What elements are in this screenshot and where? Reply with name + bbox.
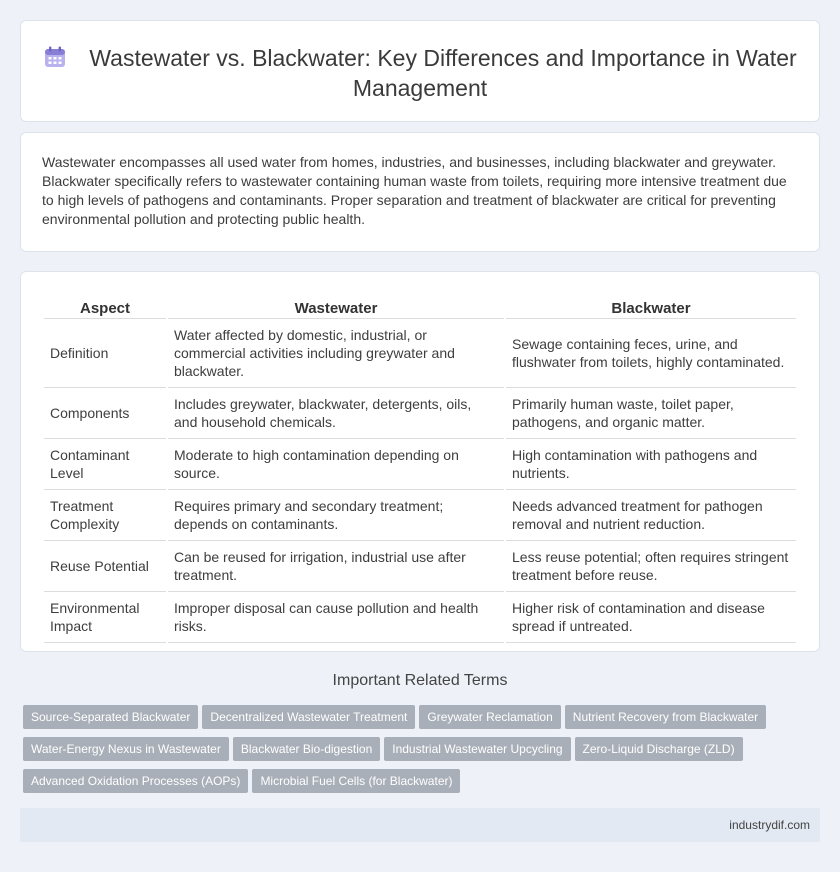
table-cell-blackwater: Higher risk of contamination and disease spread if untreated.: [506, 592, 796, 643]
table-header-row: [44, 297, 796, 319]
related-term-tag[interactable]: Zero-Liquid Discharge (ZLD): [575, 737, 743, 761]
table-cell-aspect: Components: [44, 388, 166, 439]
table-row: [44, 319, 796, 388]
related-terms-title: Important Related Terms: [332, 672, 508, 689]
table-cell-blackwater: Needs advanced treatment for pathogen removal and nutrient reduction.: [506, 490, 796, 541]
table-row: [44, 592, 796, 643]
page-title: [21, 43, 819, 103]
table-cell-wastewater: Water affected by domestic, industrial, or commercial activities including greywater and blackwater.: [168, 319, 504, 388]
intro-paragraph: Wastewater encompasses all used water from homes, industries, and businesses, including blackwater and greywater. Blackwater specifically refers to wastewater containing human waste from toilets, requiring more intensive treatment due to high levels of pathogens and contaminants. Proper separation and treatment of blackwater are critical for preventing environmental pollution and protecting public health.: [42, 154, 787, 227]
table-cell-aspect: Definition: [44, 319, 166, 388]
related-term-tag[interactable]: Source-Separated Blackwater: [23, 705, 198, 729]
table-cell-aspect: Reuse Potential: [44, 541, 166, 592]
table-row: [44, 541, 796, 592]
table-cell-wastewater: Requires primary and secondary treatment; depends on contaminants.: [168, 490, 504, 541]
column-header-blackwater: Blackwater: [506, 297, 796, 319]
table-cell-blackwater: High contamination with pathogens and nutrients.: [506, 439, 796, 490]
table-row: [44, 439, 796, 490]
page-title-text: Wastewater vs. Blackwater: Key Differences and Importance in Water Management: [89, 45, 797, 101]
table-cell-blackwater: Less reuse potential; often requires stringent treatment before reuse.: [506, 541, 796, 592]
table-cell-wastewater: Can be reused for irrigation, industrial use after treatment.: [168, 541, 504, 592]
related-term-tag[interactable]: Industrial Wastewater Upcycling: [384, 737, 570, 761]
related-term-tag[interactable]: Blackwater Bio-digestion: [233, 737, 380, 761]
column-header-wastewater: Wastewater: [168, 297, 504, 319]
table-cell-aspect: Treatment Complexity: [44, 490, 166, 541]
related-term-tag[interactable]: Water-Energy Nexus in Wastewater: [23, 737, 229, 761]
column-header-aspect: Aspect: [44, 297, 166, 319]
table-cell-aspect: Contaminant Level: [44, 439, 166, 490]
table-row: [44, 490, 796, 541]
related-term-tag[interactable]: Advanced Oxidation Processes (AOPs): [23, 769, 248, 793]
related-term-tag[interactable]: Microbial Fuel Cells (for Blackwater): [252, 769, 460, 793]
table-cell-wastewater: Includes greywater, blackwater, detergents, oils, and household chemicals.: [168, 388, 504, 439]
related-term-tag[interactable]: Nutrient Recovery from Blackwater: [565, 705, 766, 729]
footer: [20, 808, 820, 842]
table-cell-wastewater: Moderate to high contamination depending on source.: [168, 439, 504, 490]
table-row: [44, 388, 796, 439]
intro-card: [20, 132, 820, 252]
related-terms-list: [23, 705, 813, 801]
header-card: [20, 20, 820, 122]
calendar-icon: [43, 45, 67, 69]
related-term-tag[interactable]: Decentralized Wastewater Treatment: [202, 705, 415, 729]
table-cell-aspect: Environmental Impact: [44, 592, 166, 643]
comparison-table: [42, 297, 798, 643]
related-term-tag[interactable]: Greywater Reclamation: [419, 705, 560, 729]
table-cell-blackwater: Primarily human waste, toilet paper, pathogens, and organic matter.: [506, 388, 796, 439]
table-cell-wastewater: Improper disposal can cause pollution and health risks.: [168, 592, 504, 643]
table-cell-blackwater: Sewage containing feces, urine, and flushwater from toilets, highly contaminated.: [506, 319, 796, 388]
comparison-table-card: [20, 271, 820, 652]
footer-site[interactable]: industrydif.com: [729, 818, 810, 832]
